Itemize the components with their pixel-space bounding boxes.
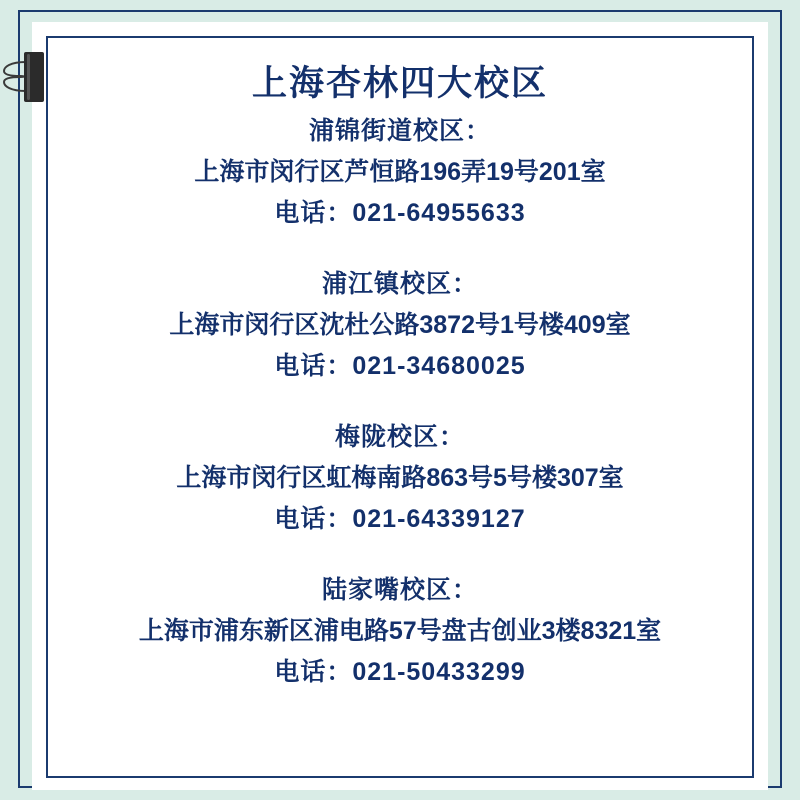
clip-body — [24, 52, 44, 102]
campus-name: 梅陇校区： — [334, 422, 465, 451]
campus-address: 上海市浦东新区浦电路57号盘古创业3楼8321室 — [138, 617, 662, 646]
spacer — [64, 390, 736, 416]
campus-block-1 — [64, 110, 736, 235]
campus-block-3 — [64, 416, 736, 541]
campus-name: 陆家嘴校区： — [321, 575, 478, 604]
campus-block-2 — [64, 263, 736, 388]
campus-address: 上海市闵行区虹梅南路863号5号楼307室 — [176, 464, 624, 493]
campus-phone: 电话：021-64955633 — [274, 199, 526, 228]
campus-address: 上海市闵行区芦恒路196弄19号201室 — [194, 158, 606, 187]
campus-name: 浦江镇校区： — [321, 269, 478, 298]
binder-clip-icon — [2, 44, 54, 106]
poster-content — [46, 36, 754, 778]
campus-phone: 电话：021-50433299 — [274, 658, 526, 687]
spacer — [64, 237, 736, 263]
page-title: 上海杏林四大校区 — [251, 64, 548, 103]
campus-address: 上海市闵行区沈杜公路3872号1号楼409室 — [169, 311, 631, 340]
spacer — [64, 543, 736, 569]
campus-name: 浦锦街道校区： — [308, 116, 491, 145]
campus-phone: 电话：021-64339127 — [274, 505, 526, 534]
campus-phone: 电话：021-34680025 — [274, 352, 526, 381]
campus-block-4 — [64, 569, 736, 694]
